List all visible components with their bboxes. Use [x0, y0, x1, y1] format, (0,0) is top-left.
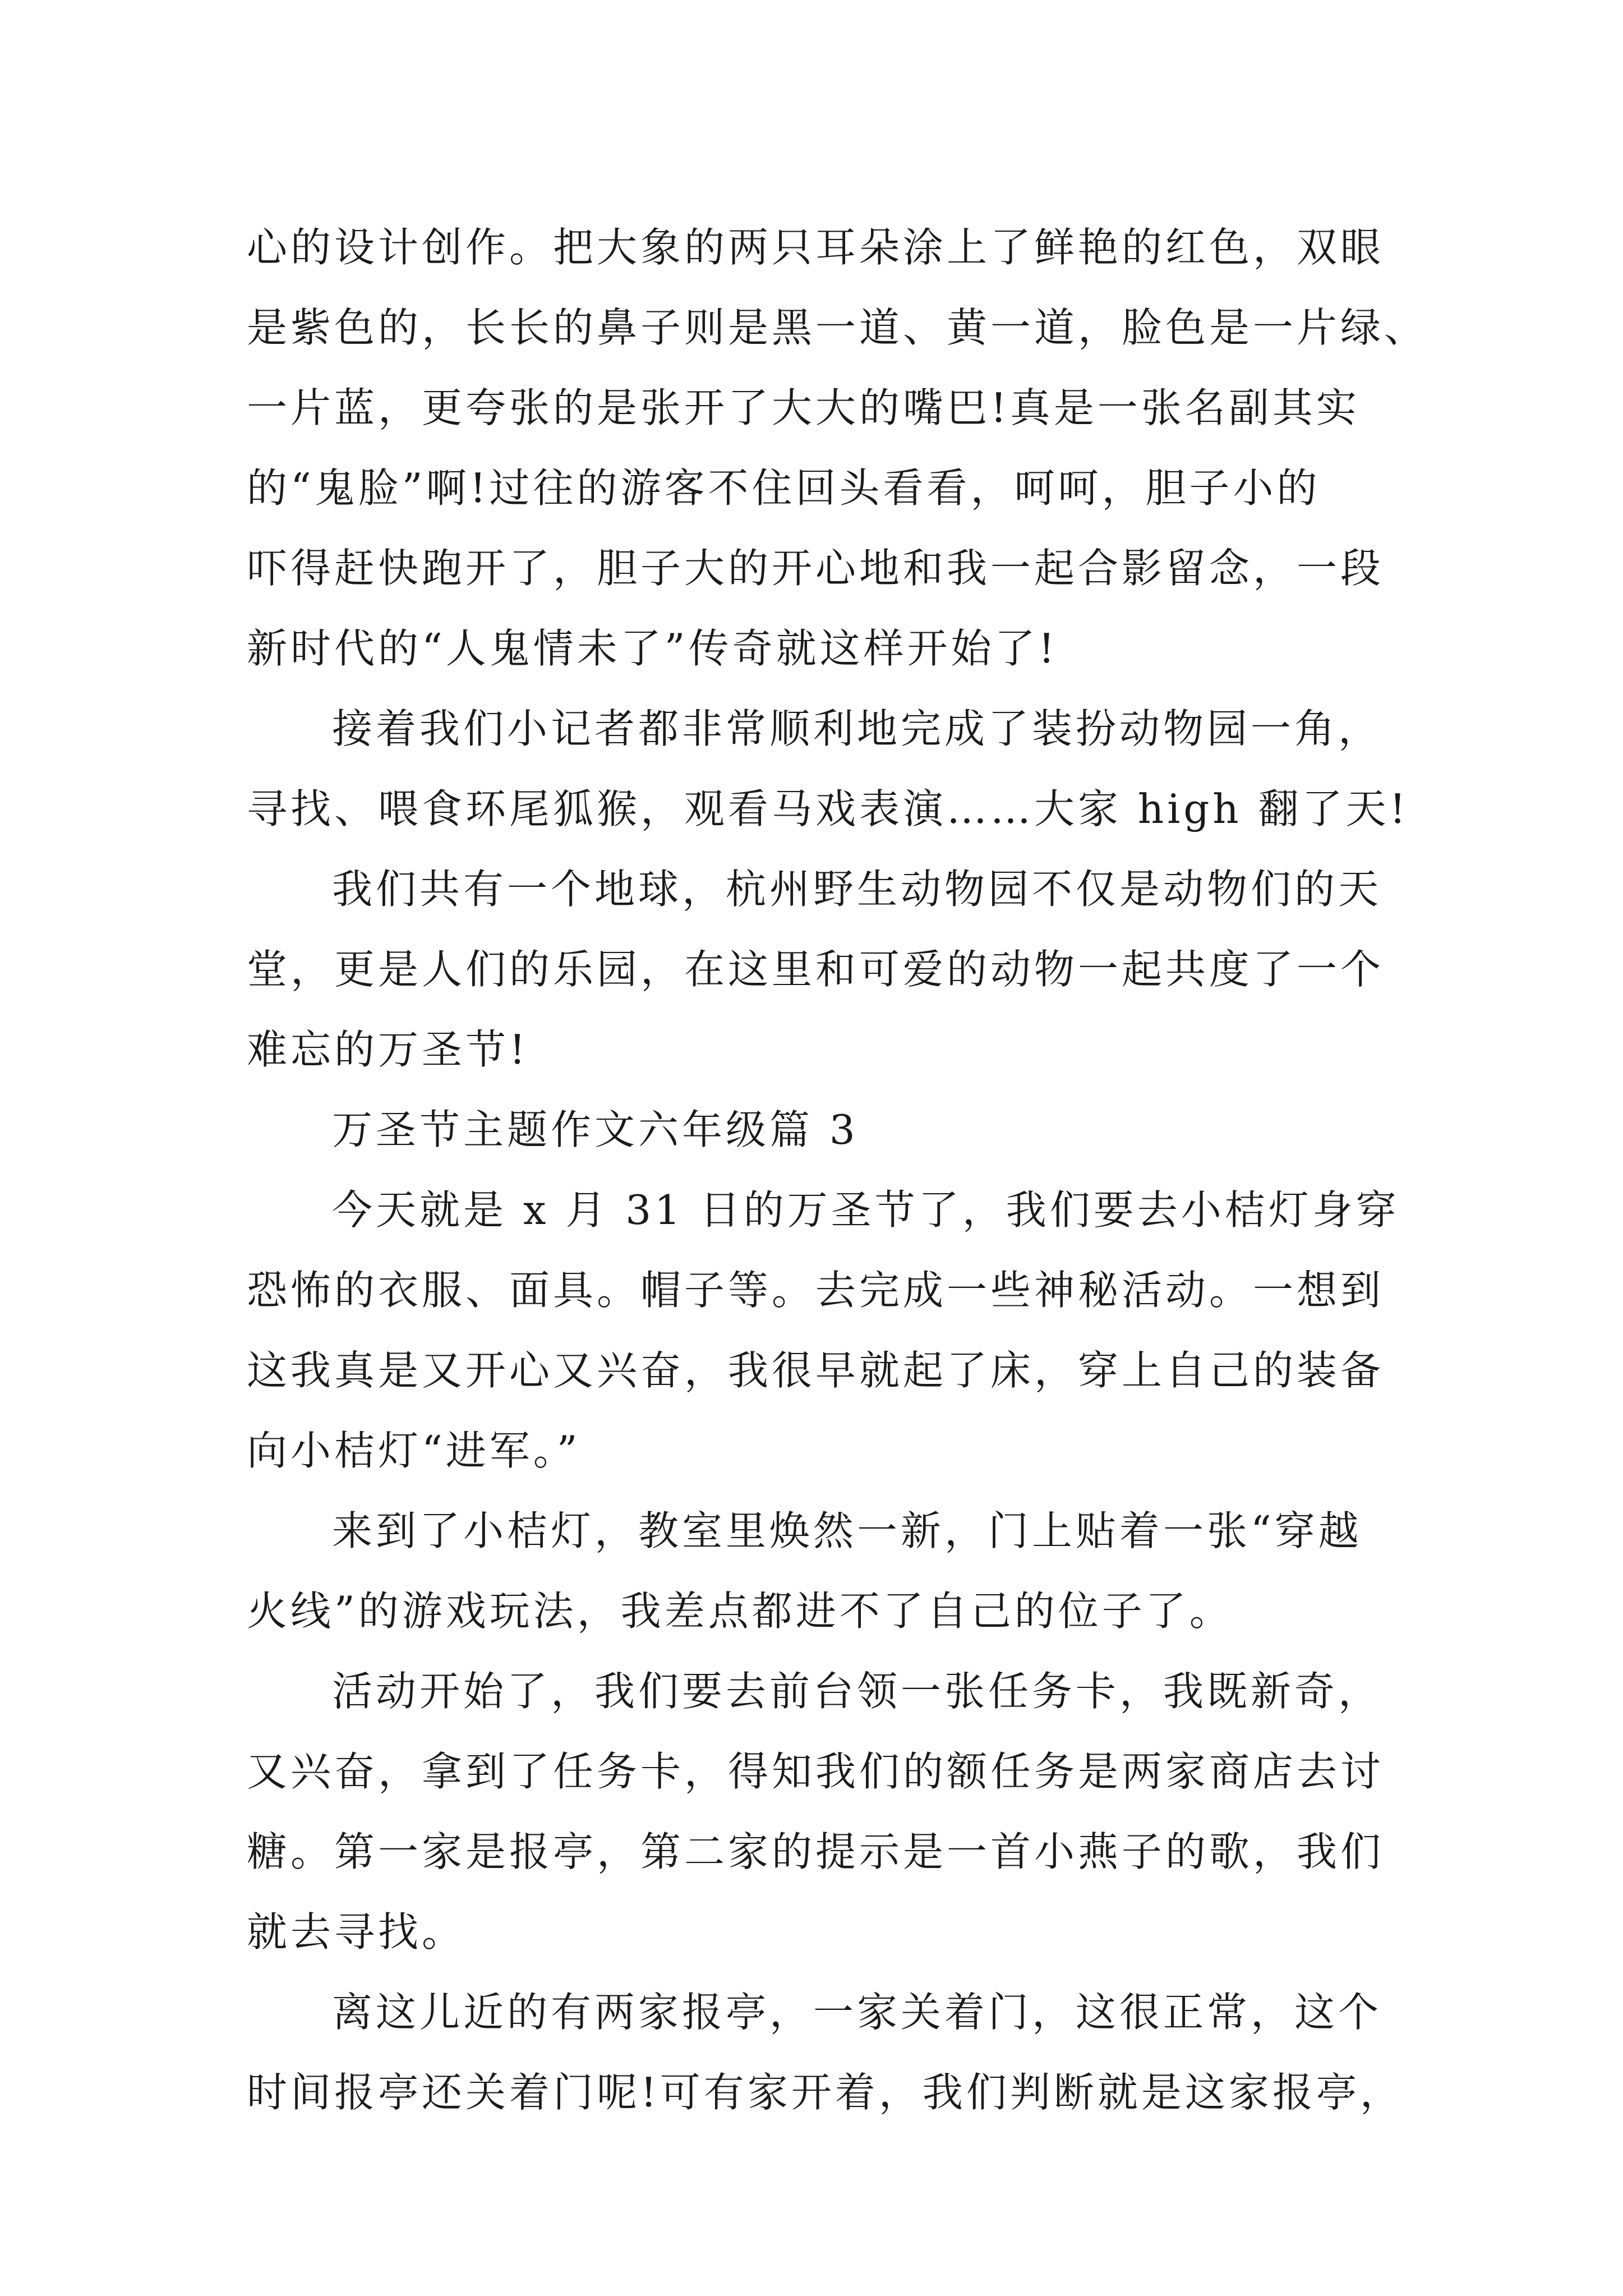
document-body	[247, 208, 1428, 2133]
text-line: 向小桔灯“进军。”	[247, 1427, 581, 1474]
paragraph-first-line: 我们共有一个地球，杭州野生动物园不仅是动物们的天	[332, 866, 1382, 913]
paragraph-first-line: 活动开始了，我们要去前台领一张任务卡，我既新奇，	[332, 1668, 1382, 1715]
text-line: 寻找、喂食环尾狐猴，观看马戏表演……大家 high 翻了天!	[247, 785, 1409, 832]
text-line: 新时代的“人鬼情未了”传奇就这样开始了!	[247, 625, 1058, 672]
text-line: 糖。第一家是报亭，第二家的提示是一首小燕子的歌，我们	[247, 1828, 1385, 1875]
text-line: 恐怖的衣服、面具。帽子等。去完成一些神秘活动。一想到	[247, 1267, 1385, 1314]
text-line: 时间报亭还关着门呢!可有家开着，我们判断就是这家报亭，	[247, 2069, 1404, 2116]
text-line: 难忘的万圣节!	[247, 1026, 529, 1073]
text-line: 火线”的游戏玩法，我差点都进不了自己的位子了。	[247, 1588, 1233, 1635]
paragraph-first-line: 离这儿近的有两家报亭，一家关着门，这很正常，这个	[332, 1989, 1382, 2036]
paragraph-first-line: 接着我们小记者都非常顺利地完成了装扮动物园一角，	[332, 705, 1382, 752]
text-line: 就去寻找。	[247, 1908, 466, 1955]
text-line: 心的设计创作。把大象的两只耳朵涂上了鲜艳的红色，双眼	[247, 224, 1385, 271]
paragraph-first-line: 今天就是 x 月 31 日的万圣节了，我们要去小桔灯身穿	[332, 1186, 1400, 1234]
text-line: 又兴奋，拿到了任务卡，得知我们的额任务是两家商店去讨	[247, 1748, 1385, 1795]
text-line: 一片蓝，更夸张的是张开了大大的嘴巴!真是一张名副其实	[247, 384, 1360, 431]
paragraph-first-line: 来到了小桔灯，教室里焕然一新，门上贴着一张“穿越	[332, 1507, 1362, 1554]
text-line: 堂，更是人们的乐园，在这里和可爱的动物一起共度了一个	[247, 946, 1385, 993]
text-line: 是紫色的，长长的鼻子则是黑一道、黄一道，脸色是一片绿、	[247, 304, 1428, 351]
section-heading: 万圣节主题作文六年级篇 3	[332, 1106, 859, 1153]
text-line: 吓得赶快跑开了，胆子大的开心地和我一起合影留念，一段	[247, 545, 1385, 592]
text-line: 的“鬼脸”啊!过往的游客不住回头看看，呵呵，胆子小的	[247, 464, 1321, 512]
text-line: 这我真是又开心又兴奋，我很早就起了床，穿上自己的装备	[247, 1347, 1385, 1394]
